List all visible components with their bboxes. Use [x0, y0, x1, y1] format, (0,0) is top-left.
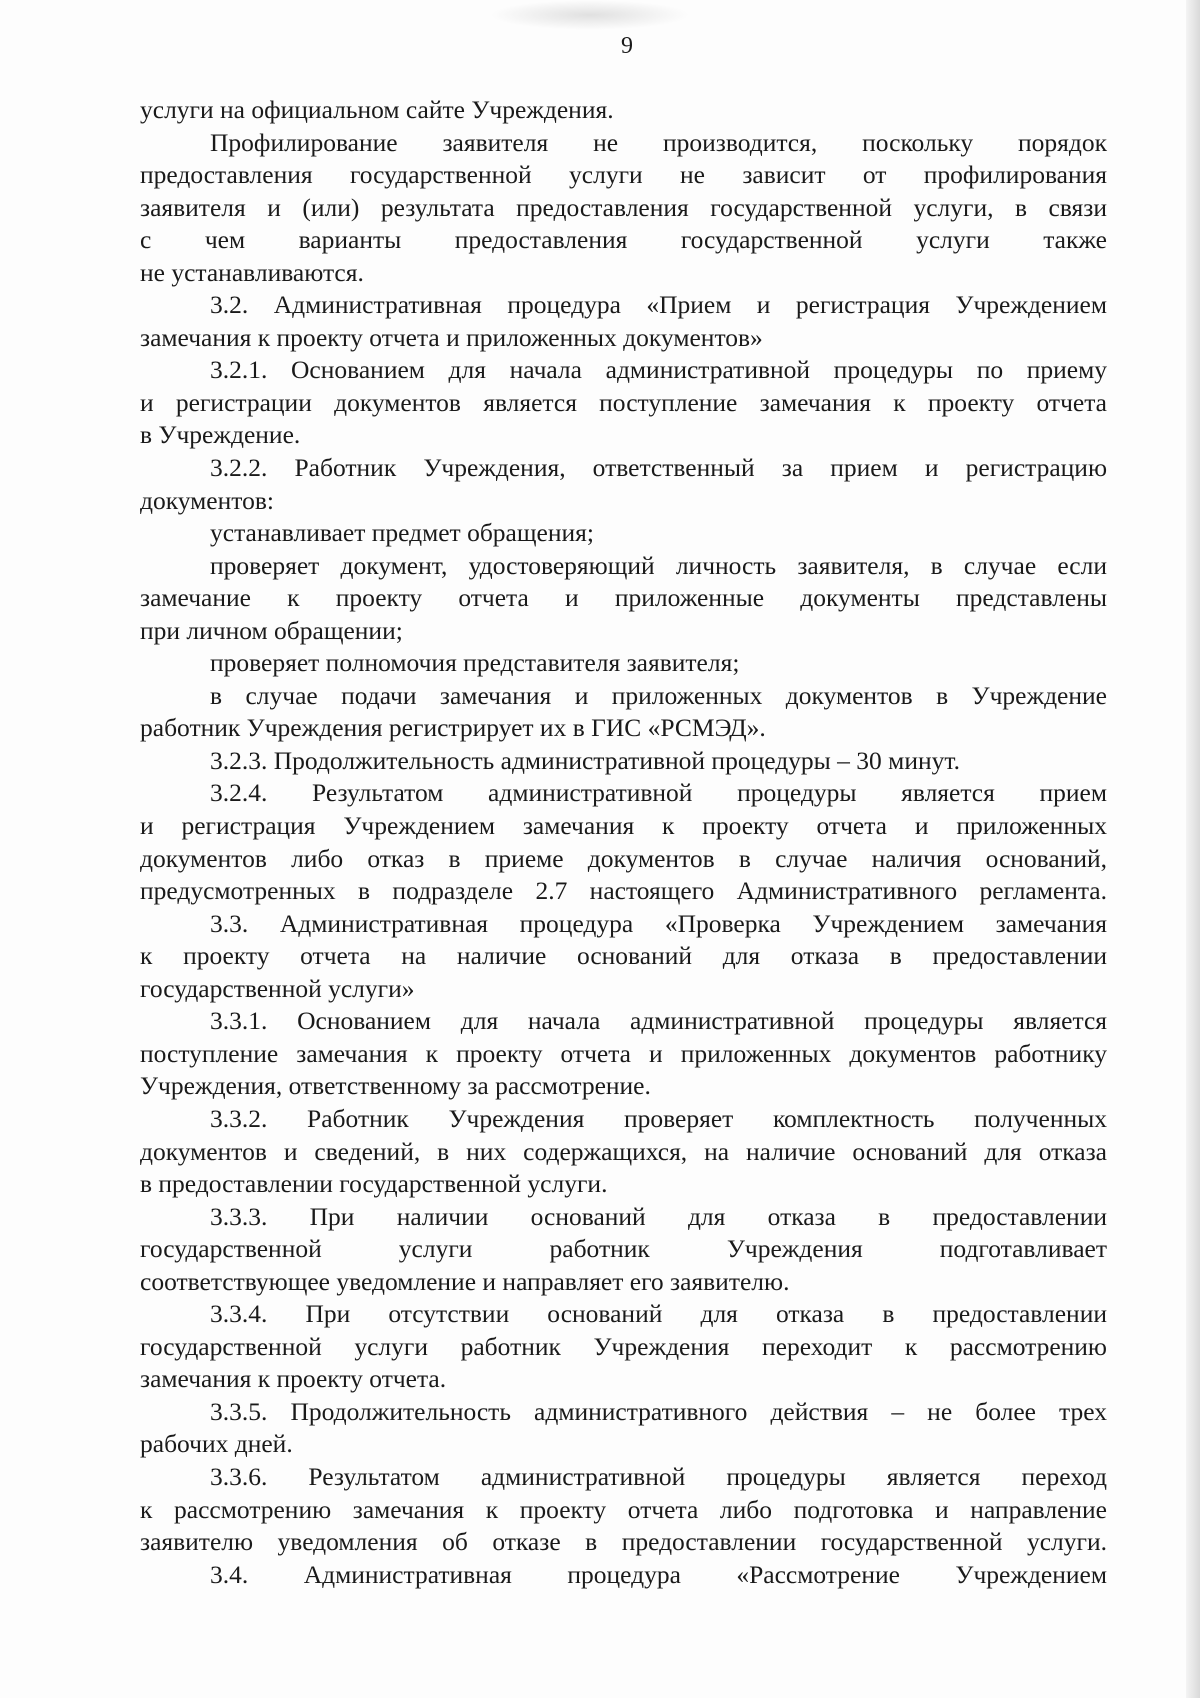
text-line: и регистрации документов является поступление замечания к проекту отчета: [140, 387, 1107, 417]
text-line: 3.3.4. При отсутствии оснований для отказа в предоставлении: [210, 1299, 1107, 1329]
text-line: государственной услуги работник Учреждения подготавливает: [140, 1234, 1107, 1264]
text-line: 3.3.5. Продолжительность административного действия – не более трех: [210, 1396, 1107, 1426]
text-line: 3.3.2. Работник Учреждения проверяет комплектность полученных: [210, 1103, 1107, 1133]
text-line: в предоставлении государственной услуги.: [140, 1169, 608, 1199]
text-line: не устанавливаются.: [140, 257, 364, 287]
text-line: 3.2. Административная процедура «Прием и регистрация Учреждением: [210, 290, 1107, 320]
text-line: в Учреждение.: [140, 420, 301, 450]
text-line: предоставления государственной услуги не зависит от профилирования: [140, 160, 1107, 190]
document-body: [140, 94, 1107, 1591]
text-line: Учреждения, ответственному за рассмотрение.: [140, 1071, 651, 1101]
text-line: предусмотренных в подразделе 2.7 настоящего Административного регламента.: [140, 876, 1107, 906]
text-line: 3.3. Административная процедура «Проверка Учреждением замечания: [210, 908, 1107, 938]
text-line: работник Учреждения регистрирует их в ГИС «РСМЭД».: [140, 713, 766, 743]
text-line: проверяет полномочия представителя заявителя;: [210, 648, 740, 678]
text-line: государственной услуги»: [140, 973, 415, 1003]
text-line: документов и сведений, в них содержащихся, на наличие оснований для отказа: [140, 1136, 1107, 1166]
text-line: соответствующее уведомление и направляет его заявителю.: [140, 1266, 790, 1296]
text-line: с чем варианты предоставления государственной услуги также: [140, 225, 1107, 255]
page-number: 9: [621, 33, 633, 59]
text-line: и регистрация Учреждением замечания к проекту отчета и приложенных: [140, 811, 1107, 841]
text-line: 3.4. Административная процедура «Рассмотрение Учреждением: [210, 1559, 1107, 1589]
text-line: документов либо отказ в приеме документов в случае наличия оснований,: [140, 843, 1107, 873]
text-line: в случае подачи замечания и приложенных документов в Учреждение: [210, 680, 1107, 710]
text-line: замечание к проекту отчета и приложенные документы представлены: [140, 583, 1107, 613]
text-line: поступление замечания к проекту отчета и приложенных документов работнику: [140, 1038, 1107, 1068]
text-line: 3.2.4. Результатом административной процедуры является прием: [210, 778, 1107, 808]
text-line: 3.3.1. Основанием для начала административной процедуры является: [210, 1006, 1107, 1036]
text-line: при личном обращении;: [140, 615, 403, 645]
text-line: замечания к проекту отчета и приложенных документов»: [140, 322, 763, 352]
text-line: Профилирование заявителя не производится, поскольку порядок: [210, 127, 1107, 157]
text-line: государственной услуги работник Учреждения переходит к рассмотрению: [140, 1331, 1107, 1361]
text-line: документов:: [140, 485, 274, 515]
text-line: услуги на официальном сайте Учреждения.: [140, 95, 614, 124]
text-line: 3.2.2. Работник Учреждения, ответственный за прием и регистрацию: [210, 453, 1107, 483]
scan-edge-shadow: [1186, 0, 1200, 1698]
text-line: 3.3.6. Результатом административной процедуры является переход: [210, 1461, 1107, 1491]
text-line: заявителю уведомления об отказе в предоставлении государственной услуги.: [140, 1527, 1107, 1557]
text-line: рабочих дней.: [140, 1429, 293, 1459]
text-line: к рассмотрению замечания к проекту отчета либо подготовка и направление: [140, 1494, 1107, 1524]
text-line: замечания к проекту отчета.: [140, 1364, 447, 1394]
text-line: 3.3.3. При наличии оснований для отказа в предоставлении: [210, 1201, 1107, 1231]
text-line: 3.2.1. Основанием для начала административной процедуры по приему: [210, 355, 1107, 385]
text-line: к проекту отчета на наличие оснований для отказа в предоставлении: [140, 941, 1107, 971]
text-line: проверяет документ, удостоверяющий личность заявителя, в случае если: [210, 550, 1107, 580]
scan-artifact: [490, 0, 690, 30]
text-line: устанавливает предмет обращения;: [210, 518, 594, 548]
text-line: 3.2.3. Продолжительность административной процедуры – 30 минут.: [210, 745, 960, 775]
text-line: заявителя и (или) результата предоставления государственной услуги, в связи: [140, 192, 1107, 222]
